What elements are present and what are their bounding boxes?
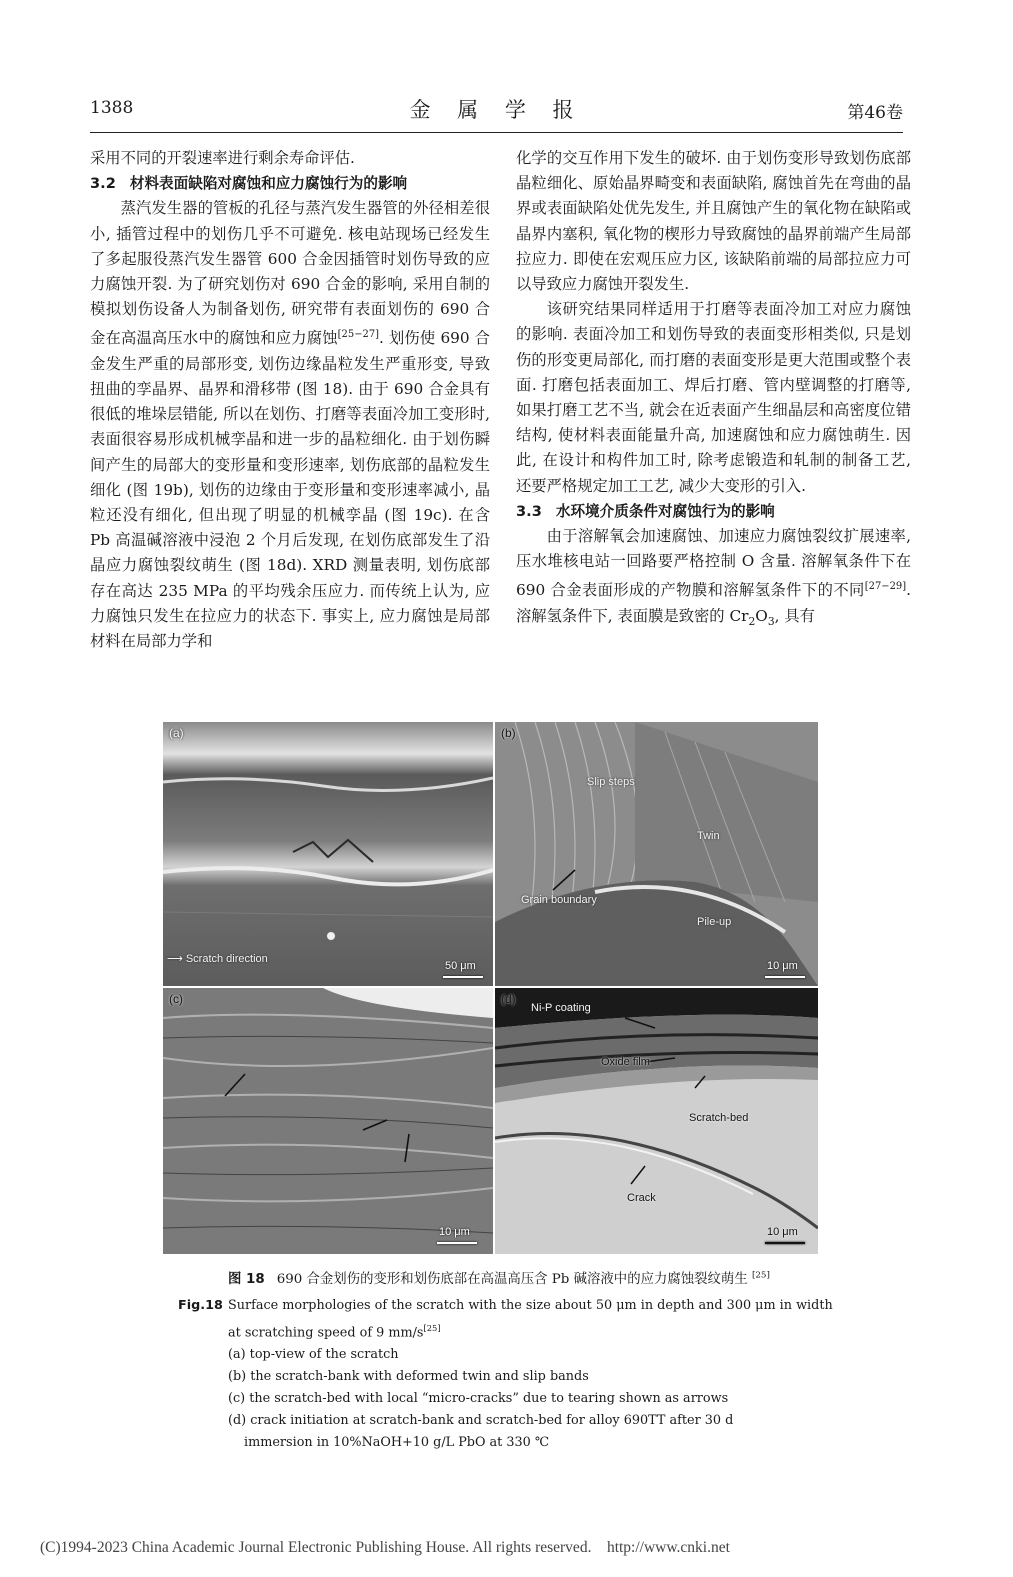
- figure-caption-zh: [228, 1268, 828, 1287]
- paragraph: [90, 196, 490, 654]
- caption-item-d-cont: immersion in 10%NaOH+10 g/L PbO at 330 ℃: [244, 1435, 550, 1451]
- panel-tag: (c): [169, 992, 183, 1006]
- section-heading: [90, 171, 490, 196]
- figure-caption-en: [178, 1295, 848, 1454]
- scale-bar-label: 10 μm: [767, 1226, 798, 1238]
- crack-label: Crack: [627, 1192, 656, 1204]
- sem-panel-c: [163, 988, 493, 1254]
- caption-item-c: (c) the scratch-bed with local “micro-cracks” due to tearing shown as arrows: [228, 1391, 729, 1407]
- text-run: . 溶解氢条件下, 表面膜是致密的 Cr: [516, 581, 911, 625]
- oxide-film-label: Oxide film: [601, 1056, 650, 1068]
- sem-panel-a: [163, 722, 493, 986]
- grain-boundary-label: Grain boundary: [521, 894, 597, 906]
- caption-item-d: (d) crack initiation at scratch-bank and scratch-bed for alloy 690TT after 30 d: [228, 1413, 734, 1429]
- panel-tag: (a): [169, 726, 184, 740]
- text-run: O: [755, 606, 768, 625]
- text-run: , 具有: [774, 606, 815, 625]
- caption-line: [178, 1295, 848, 1317]
- page-header: [90, 98, 903, 132]
- text-run: 由于溶解氧会加速腐蚀、加速应力腐蚀裂纹扩展速率, 压水堆核电站一回路要严格控制 O 含量. 溶解氧条件下在 690 合金表面形成的产物膜和溶解氢条件下的不同: [516, 527, 911, 600]
- sem-image-d: [495, 988, 818, 1254]
- scratch-direction-label: ⟶ Scratch direction: [167, 953, 268, 965]
- citation[interactable]: [25−27]: [337, 329, 380, 341]
- sem-panel-d: [495, 988, 818, 1254]
- caption-line: [178, 1317, 848, 1344]
- scale-bar: [443, 976, 483, 978]
- volume-label: 第46卷: [847, 103, 903, 123]
- section-title: 材料表面缺陷对腐蚀和应力腐蚀行为的影响: [129, 175, 408, 193]
- section-title: 水环境介质条件对腐蚀行为的影响: [555, 502, 775, 520]
- label-text: Scratch direction: [185, 953, 268, 965]
- caption-label: 图 18: [228, 1272, 265, 1287]
- twin-label: Twin: [697, 830, 720, 842]
- paragraph: 化学的交互作用下发生的破坏. 由于划伤变形导致划伤底部晶粒细化、原始晶界畸变和表面缺陷, 腐蚀首先在弯曲的晶界或表面缺陷处优先发生, 并且腐蚀产生的氧化物在缺陷或晶界内塞积, 氧化物的楔形力导致腐蚀的晶界前端产生局部拉应力. 即使在宏观压应力区, 该缺陷前端的局部拉应力可以导致应力腐蚀开裂发生.: [516, 149, 911, 294]
- caption-item-a: (a) top-view of the scratch: [228, 1347, 399, 1363]
- sem-image-b: [495, 722, 818, 986]
- figure-18: [163, 722, 818, 1256]
- citation[interactable]: [27−29]: [864, 581, 907, 593]
- subscript: 3: [767, 614, 775, 628]
- paragraph: 采用不同的开裂速率进行剩余寿命评估.: [90, 149, 355, 167]
- scale-bar: [437, 1242, 477, 1244]
- slip-steps-label: Slip steps: [587, 776, 635, 788]
- paragraph: 该研究结果同样适用于打磨等表面冷加工对应力腐蚀的影响. 表面冷加工和划伤导致的表面变形相类似, 只是划伤的形变更局部化, 而打磨的表面变形是更大范围或整个表面. 打磨包括表面加工、焊后打磨、管内壁调整的打磨等, 如果打磨工艺不当, 就会在近表面产生细晶层和高密度位错结构, 使材料表面能量升高, 加速腐蚀和应力腐蚀萌生. 因此, 在设计和构件加工时, 除考虑锻造和轧制的制备工艺, 还要严格规定加工工艺, 减少大变形的引入.: [516, 300, 911, 495]
- pile-up-label: Pile-up: [697, 916, 732, 928]
- sem-panel-b: [495, 722, 818, 986]
- journal-title: 金 属 学 报: [409, 98, 584, 122]
- scale-bar-label: 10 μm: [439, 1226, 470, 1238]
- header-rule: [90, 132, 903, 133]
- text-run: . 划伤使 690 合金发生严重的局部形变, 划伤边缘晶粒发生严重形变, 导致扭曲的孪晶界、晶界和滑移带 (图 18). 由于 690 合金具有很低的堆垛层错能, 所以在划伤、打磨等表面冷加工变形时, 表面很容易形成机械孪晶和进一步的晶粒细化. 由于划伤瞬间产生的局部大的变形量和变形速率, 划伤底部的晶粒发生细化 (图 19b), 划伤的边缘由于变形量和变形速率减小, 晶粒还没有细化, 但出现了明显的机械孪晶 (图 19c). 在含 Pb 高温碱溶液中浸泡 2 个月后发现, 在划伤底部发生了沿晶应力腐蚀裂纹萌生 (图 18d). XRD 测量表明, 划伤底部存在高达 235 MPa 的平均残余压应力. 而传统上认为, 应力腐蚀只发生在拉应力的状态下. 事实上, 应力腐蚀是局部材料在局部力学和: [90, 329, 490, 650]
- ni-p-coating-label: Ni-P coating: [531, 1002, 591, 1014]
- subscript: 2: [748, 614, 756, 628]
- paragraph: [516, 524, 911, 634]
- sem-image-c: [163, 988, 493, 1254]
- caption-text: 690 合金划伤的变形和划伤底部在高温高压含 Pb 碱溶液中的应力腐蚀裂纹萌生: [276, 1272, 748, 1287]
- scale-bar: [765, 1242, 805, 1244]
- caption-item-b: (b) the scratch-bank with deformed twin and slip bands: [228, 1369, 589, 1385]
- section-number: 3.3: [516, 502, 542, 520]
- section-heading: [516, 499, 911, 524]
- citation[interactable]: [25]: [751, 1270, 770, 1281]
- scale-bar-label: 50 μm: [445, 960, 476, 972]
- copyright-footer: (C)1994-2023 China Academic Journal Electronic Publishing House. All rights reserved. http://www.cnki.net: [40, 1539, 730, 1556]
- scale-bar-label: 10 μm: [767, 960, 798, 972]
- caption-text: at scratching speed of 9 mm/s: [228, 1325, 424, 1341]
- text-run: 蒸汽发生器的管板的孔径与蒸汽发生器管的外径相差很小, 插管过程中的划伤几乎不可避免. 核电站现场已经发生了多起服役蒸汽发生器管 600 合金因插管时划伤导致的应力腐蚀开裂. 为了研究划伤对 690 合金的影响, 采用自制的模拟划伤设备人为制备划伤, 研究带有表面划伤的 690 合金在高温高压水中的腐蚀和应力腐蚀: [90, 199, 490, 348]
- section-number: 3.2: [90, 175, 116, 193]
- caption-label: Fig.18: [178, 1298, 223, 1313]
- right-column: [516, 146, 911, 634]
- panel-tag: (b): [501, 726, 516, 740]
- scratch-bed-label: Scratch-bed: [689, 1112, 749, 1124]
- sem-image-a: [163, 722, 493, 986]
- left-column: [90, 146, 490, 654]
- page-number: 1388: [90, 98, 134, 118]
- panel-tag: (d): [501, 992, 516, 1006]
- scale-bar: [765, 976, 805, 978]
- citation[interactable]: [25]: [423, 1323, 441, 1333]
- caption-text: Surface morphologies of the scratch with the size about 50 μm in depth and 300 μm in width: [228, 1298, 833, 1313]
